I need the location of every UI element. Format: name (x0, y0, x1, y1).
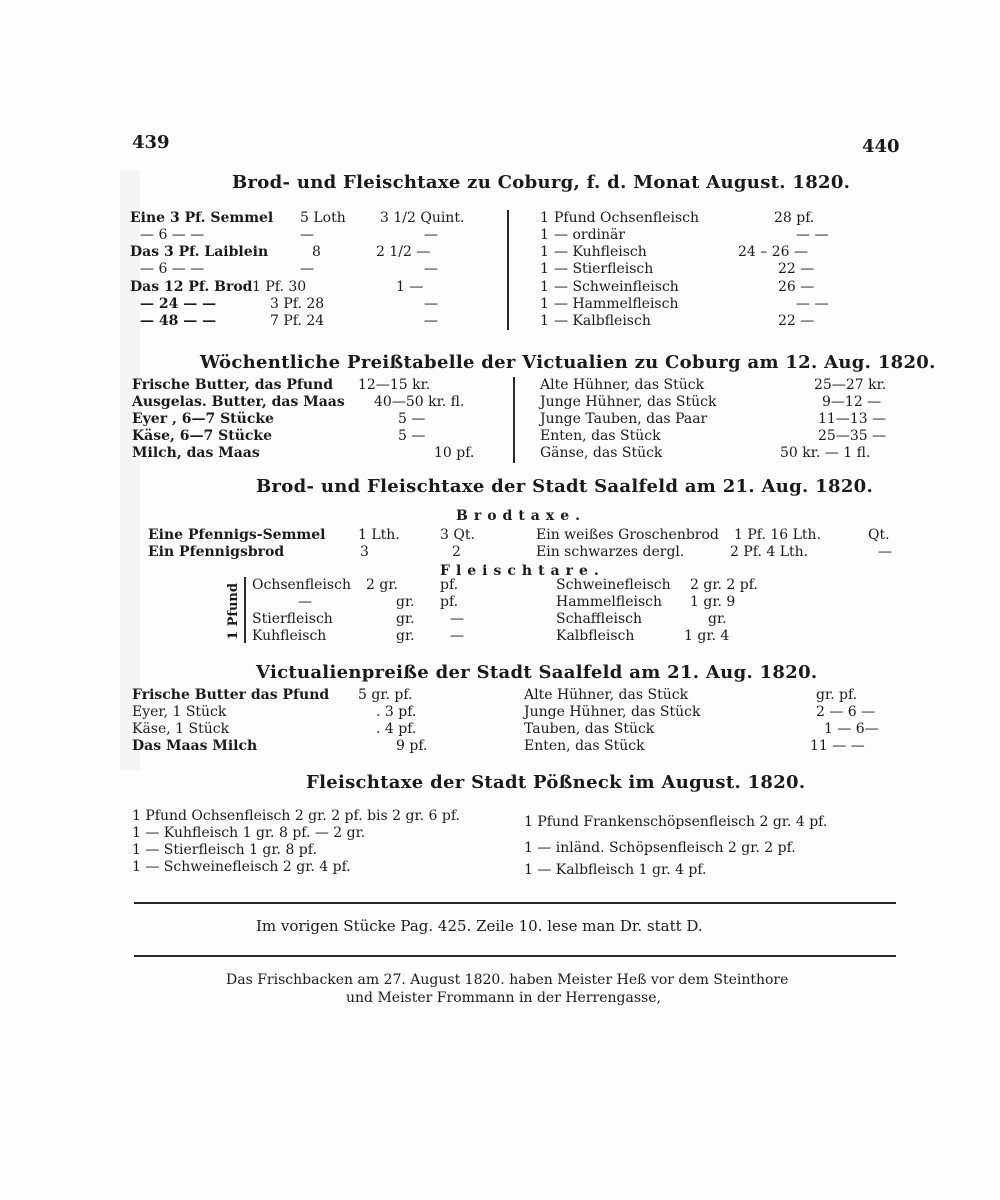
table-row-item: — 48 — — (140, 313, 217, 329)
table-row-price: 12—15 kr. (358, 377, 431, 393)
table-row-item: Gänse, das Stück (540, 445, 663, 461)
separator-rule (134, 902, 896, 904)
table-row-item: Das Maas Milch (132, 738, 258, 754)
table-row-item: Milch, das Maas (132, 445, 260, 461)
table-row-item: Ochsenfleisch (252, 577, 351, 593)
table-row-qty: 1 (540, 279, 549, 295)
table-row-item: — 24 — — (140, 296, 217, 312)
table-row-item: Eine 3 Pf. Semmel (130, 210, 274, 226)
table-row-price: 40—50 kr. fl. (374, 394, 465, 410)
table-row-qty: 1 (540, 296, 549, 312)
table-row-val2: gr. (708, 611, 727, 627)
table-row-lot: 7 Pf. 24 (270, 313, 325, 329)
table-row-quint: — (424, 261, 438, 277)
table-row-item2: Schweinefleisch (556, 577, 671, 593)
table-row-item: Das 12 Pf. Brod (130, 279, 253, 295)
table-row-item: Das 3 Pf. Laiblein (130, 244, 269, 260)
table-row-lot: — (300, 261, 314, 277)
table-row-lot: — (300, 227, 314, 243)
table-row-price: 28 pf. (774, 210, 815, 226)
table-row-qty: 1 (540, 244, 549, 260)
table-row-price: 5 gr. pf. (358, 687, 413, 703)
saalfeld-preise-title: Victualienpreiße der Stadt Saalfeld am 21. Aug. 1820. (256, 662, 818, 683)
table-row-qt: 3 Qt. (440, 527, 475, 543)
table-row-quint: 2 1/2 — (376, 244, 431, 260)
table-row-qt: 2 (452, 544, 461, 560)
coburg-preis-title: Wöchentliche Preißtabelle der Victualien zu Coburg am 12. Aug. 1820. (200, 352, 936, 373)
table-row-qty: 1 (540, 261, 549, 277)
table-row-qty: 1 (540, 227, 549, 243)
table-row-item: Frische Butter, das Pfund (132, 377, 334, 393)
table-row-item2: Hammelfleisch (556, 594, 663, 610)
table-row: 1 — Kalbfleisch 1 gr. 4 pf. (524, 862, 707, 878)
table-row-quint: 1 — (396, 279, 424, 295)
table-row-qty: 1 (540, 313, 549, 329)
table-row-val2: 2 Pf. 4 Lth. (730, 544, 809, 560)
fleischtare-heading: Fleischtare. (440, 563, 605, 579)
table-row-price: — — (796, 227, 829, 243)
table-row-item: — ordinär (554, 227, 626, 243)
table-row-item2: Kalbfleisch (556, 628, 635, 644)
table-row-item: Eyer , 6—7 Stücke (132, 411, 274, 427)
table-row-price: 2 — 6 — (816, 704, 876, 720)
table-row-item2: Schaffleisch (556, 611, 643, 627)
table-row-val2: 1 gr. 4 (684, 628, 730, 644)
table-row-tail2: — (878, 544, 892, 560)
table-row-lot: 3 Pf. 28 (270, 296, 325, 312)
table-row-pf: — (450, 611, 464, 627)
table-row-val2: 1 gr. 9 (690, 594, 736, 610)
bracket-line (244, 577, 246, 643)
table-row-price: 1 — 6— (824, 721, 879, 737)
table-row: 1 Pfund Frankenschöpsenfleisch 2 gr. 4 pf. (524, 814, 828, 830)
table-row-item: — (298, 594, 312, 610)
table-row-gr: 2 gr. (366, 577, 398, 593)
table-row-item: Käse, 6—7 Stücke (132, 428, 273, 444)
table-row-pf: — (450, 628, 464, 644)
table-row-price: 25—35 — (818, 428, 887, 444)
page-number-right: 440 (862, 136, 900, 157)
table-row-price: 25—27 kr. (814, 377, 887, 393)
table-row-item: — Kuhfleisch (554, 244, 647, 260)
poessneck-title: Fleischtaxe der Stadt Pößneck im August. 1820. (306, 772, 806, 793)
table-row-price: 11—13 — (818, 411, 887, 427)
notice-line: und Meister Frommann in der Herrengasse, (346, 990, 661, 1006)
table-row-gr: gr. (396, 594, 415, 610)
table-row: 1 — Stierfleisch 1 gr. 8 pf. (132, 842, 317, 858)
table-row-quint: 3 1/2 Quint. (380, 210, 465, 226)
table-row-price: 22 — (778, 313, 815, 329)
table-row-item: — 6 — — (140, 261, 205, 277)
saalfeld-taxe-title: Brod- und Fleischtaxe der Stadt Saalfeld am 21. Aug. 1820. (256, 476, 874, 497)
table-row-item: — 6 — — (140, 227, 205, 243)
table-row-item: — Stierfleisch (554, 261, 654, 277)
table-row-price: 50 kr. — 1 fl. (780, 445, 871, 461)
table-row-gr: gr. (396, 628, 415, 644)
table-row-price: — — (796, 296, 829, 312)
table-row-item: Ausgelas. Butter, das Maas (132, 394, 345, 410)
table-row-item: Pfund Ochsenfleisch (554, 210, 700, 226)
table-row-item: Tauben, das Stück (524, 721, 655, 737)
table-row-tail2: Qt. (868, 527, 890, 543)
table-row: 1 — Schweinefleisch 2 gr. 4 pf. (132, 859, 351, 875)
table-row-item: Junge Tauben, das Paar (540, 411, 708, 427)
table-row-pf: pf. (440, 577, 459, 593)
table-row-item: Ein Pfennigsbrod (148, 544, 285, 560)
side-label-pfund: 1 Pfund (226, 583, 241, 640)
table-row-price: . 4 pf. (376, 721, 417, 737)
table-row-quint: — (424, 313, 438, 329)
table-row-item: Alte Hühner, das Stück (540, 377, 705, 393)
table-row-item: Eine Pfennigs-Semmel (148, 527, 326, 543)
table-row-val2: 1 Pf. 16 Lth. (734, 527, 822, 543)
table-row-price: 5 — (398, 428, 426, 444)
table-row-lot: 5 Loth (300, 210, 346, 226)
table-row-price: . 3 pf. (376, 704, 417, 720)
table-row-price: 9 pf. (396, 738, 428, 754)
table-row-item: Enten, das Stück (540, 428, 661, 444)
table-row-quint: — (424, 227, 438, 243)
table-row-item: Käse, 1 Stück (132, 721, 230, 737)
brodtaxe-heading: Brodtaxe. (456, 508, 587, 524)
table-row-item: Junge Hühner, das Stück (540, 394, 717, 410)
table-row-item: — Hammelfleisch (554, 296, 679, 312)
table-row-item: Enten, das Stück (524, 738, 645, 754)
table-row-lot: 1 Pf. 30 (252, 279, 307, 295)
table-row-item: Eyer, 1 Stück (132, 704, 227, 720)
table-row-price: 5 — (398, 411, 426, 427)
table-row-price: 11 — — (810, 738, 865, 754)
table-row: 1 — inländ. Schöpsenfleisch 2 gr. 2 pf. (524, 840, 796, 856)
table-row-lot: 8 (312, 244, 321, 260)
table-row-val2: 2 gr. 2 pf. (690, 577, 758, 593)
table-row-item: Kuhfleisch (252, 628, 327, 644)
column-divider (513, 377, 515, 463)
table-row-pf: pf. (440, 594, 459, 610)
coburg-brod-title: Brod- und Fleischtaxe zu Coburg, f. d. Monat August. 1820. (232, 172, 851, 193)
column-divider (507, 210, 509, 330)
table-row-item: — Kalbfleisch (554, 313, 651, 329)
table-row: 1 Pfund Ochsenfleisch 2 gr. 2 pf. bis 2 gr. 6 pf. (132, 808, 460, 824)
table-row-item2: Ein weißes Groschenbrod (536, 527, 719, 543)
table-row: 1 — Kuhfleisch 1 gr. 8 pf. — 2 gr. (132, 825, 366, 841)
table-row-qty: 1 (540, 210, 549, 226)
erratum-note: Im vorigen Stücke Pag. 425. Zeile 10. lese man Dr. statt D. (256, 917, 703, 935)
table-row-item: — Schweinfleisch (554, 279, 679, 295)
table-row-price: 24 – 26 — (738, 244, 808, 260)
table-row-price: 10 pf. (434, 445, 475, 461)
notice-line: Das Frischbacken am 27. August 1820. haben Meister Heß vor dem Steinthore (226, 972, 789, 988)
table-row-item2: Ein schwarzes dergl. (536, 544, 685, 560)
table-row-loth: 1 Lth. (358, 527, 400, 543)
table-row-price: gr. pf. (816, 687, 858, 703)
separator-rule (134, 955, 896, 957)
table-row-item: Frische Butter das Pfund (132, 687, 330, 703)
table-row-price: 26 — (778, 279, 815, 295)
table-row-item: Junge Hühner, das Stück (524, 704, 701, 720)
table-row-item: Alte Hühner, das Stück (524, 687, 689, 703)
table-row-gr: gr. (396, 611, 415, 627)
table-row-price: 22 — (778, 261, 815, 277)
table-row-price: 9—12 — (822, 394, 882, 410)
table-row-item: Stierfleisch (252, 611, 333, 627)
table-row-quint: — (424, 296, 438, 312)
table-row-loth: 3 (360, 544, 369, 560)
page-number-left: 439 (132, 132, 170, 153)
